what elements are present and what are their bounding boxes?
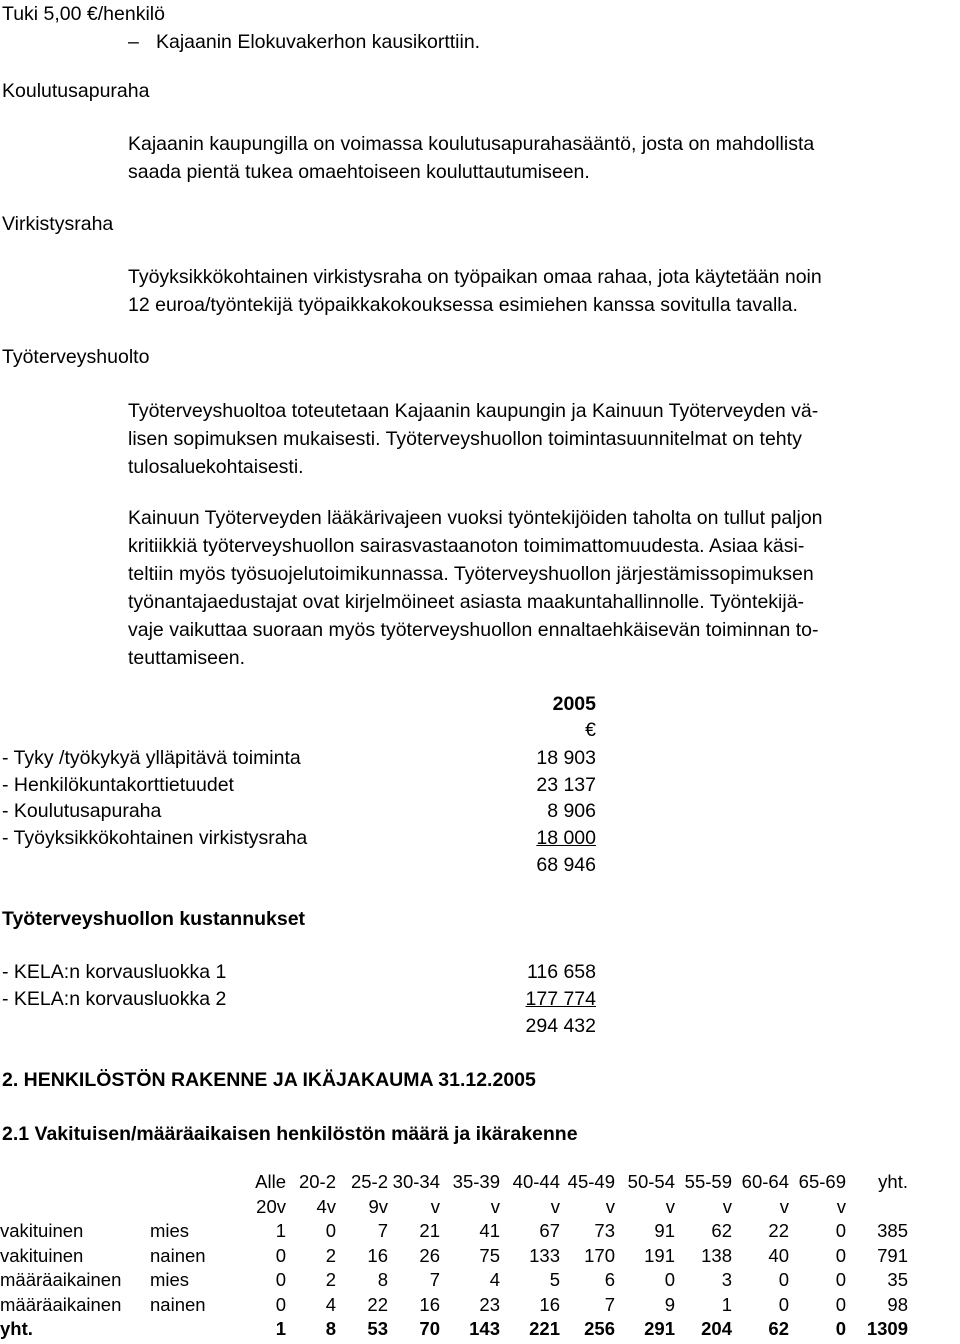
text-line: Työterveyshuoltoa toteutetaan Kajaanin kaupungin ja Kainuun Työterveyden vä- xyxy=(128,400,819,422)
table-cell: 2 xyxy=(325,1244,336,1266)
table-cell: 26 xyxy=(419,1244,440,1266)
table-cell: 1 xyxy=(721,1293,732,1315)
table-cell: 0 xyxy=(275,1293,286,1315)
table-row xyxy=(0,1268,908,1293)
table-cell: 62 xyxy=(711,1220,732,1242)
table-cell: 40 xyxy=(768,1244,789,1266)
total-cell: 53 xyxy=(367,1318,388,1340)
cost-item-value: 8 906 xyxy=(547,800,596,822)
health-costs-title: Työterveyshuollon kustannukset xyxy=(2,908,306,930)
table-cell: 0 xyxy=(835,1293,846,1315)
table-cell: 21 xyxy=(419,1220,440,1242)
table-cell: 22 xyxy=(367,1293,388,1315)
gender-cell: mies xyxy=(150,1220,190,1242)
column-header: 20-2 xyxy=(298,1171,336,1193)
column-header: 40-44 xyxy=(512,1171,560,1193)
table-row xyxy=(0,1219,908,1244)
column-header: v xyxy=(722,1195,732,1217)
table-cell: 191 xyxy=(644,1244,675,1266)
table-header-row xyxy=(0,1170,908,1195)
table-cell: 7 xyxy=(429,1269,440,1291)
table-cell: 16 xyxy=(419,1293,440,1315)
text-line: Työyksikkökohtainen virkistysraha on työpaikan omaa rahaa, jota käytetään noin xyxy=(128,266,822,288)
table-cell: 0 xyxy=(275,1269,286,1291)
section-label-tyoterveyshuolto: Työterveyshuolto xyxy=(2,346,150,368)
column-header: v xyxy=(605,1195,615,1217)
table-cell: 35 xyxy=(887,1269,908,1291)
table-cell: 6 xyxy=(604,1269,615,1291)
table-cell: 0 xyxy=(835,1269,846,1291)
total-cell: 1 xyxy=(275,1318,286,1340)
column-header: 20v xyxy=(256,1195,286,1217)
table-cell: 0 xyxy=(664,1269,675,1291)
total-cell: 62 xyxy=(768,1318,789,1340)
table-cell: 16 xyxy=(539,1293,560,1315)
costs-year: 2005 xyxy=(552,693,596,715)
cost-item-value: 23 137 xyxy=(536,774,596,796)
text-line: kritiikkiä työterveyshuollon sairasvastaanoton toimimattomuudesta. Asiaa käsi- xyxy=(128,535,805,557)
health-cost-label: - KELA:n korvausluokka 2 xyxy=(2,988,227,1010)
table-cell: 1 xyxy=(275,1220,286,1242)
employment-type-cell: määräaikainen xyxy=(0,1293,122,1315)
dash-bullet: – xyxy=(128,31,139,53)
costs-currency: € xyxy=(585,719,596,741)
column-header: 50-54 xyxy=(627,1171,675,1193)
table-cell: 0 xyxy=(275,1244,286,1266)
table-cell: 9 xyxy=(664,1293,675,1315)
table-cell: 133 xyxy=(529,1244,560,1266)
support-item-text: Kajaanin Elokuvakerhon kausikorttiin. xyxy=(156,31,481,53)
column-header: 35-39 xyxy=(452,1171,500,1193)
table-cell: 73 xyxy=(594,1220,615,1242)
table-cell: 2 xyxy=(325,1269,336,1291)
table-row xyxy=(0,1244,908,1269)
table-cell: 67 xyxy=(539,1220,560,1242)
table-cell: 22 xyxy=(768,1220,789,1242)
column-header: 45-49 xyxy=(567,1171,615,1193)
text-line: vaje vaikuttaa suoraan myös työterveyshuollon ennaltaehkäisevän toiminnan to- xyxy=(128,619,819,641)
column-header: 9v xyxy=(368,1195,388,1217)
text-line: Kainuun Työterveyden lääkärivajeen vuoksi työntekijöiden taholta on tullut paljon xyxy=(128,507,823,529)
column-header: 55-59 xyxy=(684,1171,732,1193)
column-header: v xyxy=(836,1195,846,1217)
virkistysraha-text xyxy=(128,263,950,319)
total-label: yht. xyxy=(0,1318,33,1340)
total-cell: 221 xyxy=(529,1318,560,1340)
text-line: 12 euroa/työntekijä työpaikkakokouksessa esimiehen kanssa sovitulla tavalla. xyxy=(128,294,798,316)
table-cell: 0 xyxy=(778,1293,789,1315)
cost-item-value: 18 903 xyxy=(536,747,596,769)
table-cell: 75 xyxy=(479,1244,500,1266)
section-label-koulutusapuraha: Koulutusapuraha xyxy=(2,80,150,102)
cost-item-label: - Koulutusapuraha xyxy=(2,800,162,822)
employment-type-cell: vakituinen xyxy=(0,1244,84,1266)
total-cell: 256 xyxy=(584,1318,615,1340)
table-cell: 3 xyxy=(721,1269,732,1291)
age-structure-table xyxy=(0,1170,908,1342)
gender-cell: mies xyxy=(150,1269,190,1291)
column-header: 30-34 xyxy=(392,1171,440,1193)
table-cell: 41 xyxy=(479,1220,500,1242)
table-cell: 7 xyxy=(604,1293,615,1315)
column-header: 60-64 xyxy=(741,1171,789,1193)
cost-item-label: - Tyky /työkykyä ylläpitävä toiminta xyxy=(2,747,301,769)
text-line: saada pientä tukea omaehtoiseen kouluttautumiseen. xyxy=(128,161,590,183)
cost-item-label: - Henkilökuntakorttietuudet xyxy=(2,774,234,796)
text-line: lisen sopimuksen mukaisesti. Työterveyshuollon toimintasuunnitelmat on tehty xyxy=(128,428,802,450)
column-header: 4v xyxy=(316,1195,336,1217)
table-row xyxy=(0,1293,908,1318)
text-line: teltiin myös työsuojelutoimikunnassa. Työterveyshuollon järjestämissopimuksen xyxy=(128,563,814,585)
table-cell: 791 xyxy=(877,1244,908,1266)
table-cell: 23 xyxy=(479,1293,500,1315)
column-header: 25-2 xyxy=(350,1171,388,1193)
table-cell: 8 xyxy=(377,1269,388,1291)
total-cell: 291 xyxy=(644,1318,675,1340)
employment-type-cell: määräaikainen xyxy=(0,1269,122,1291)
total-cell: 8 xyxy=(325,1318,336,1340)
cost-item-label: - Työyksikkökohtainen virkistysraha xyxy=(2,827,308,849)
column-header: yht. xyxy=(878,1171,908,1193)
table-cell: 7 xyxy=(377,1220,388,1242)
text-line: Kajaanin kaupungilla on voimassa koulutusapurahasääntö, josta on mahdollista xyxy=(128,133,815,155)
costs-total: 68 946 xyxy=(536,854,596,876)
column-header xyxy=(846,1195,908,1220)
total-cell: 143 xyxy=(469,1318,500,1340)
tyoterveyshuolto-paragraph-2 xyxy=(128,504,950,672)
total-cell: 1309 xyxy=(866,1318,908,1340)
tyoterveyshuolto-paragraph-1 xyxy=(128,397,950,481)
health-cost-value: 177 774 xyxy=(525,988,596,1010)
health-costs-total: 294 432 xyxy=(525,1015,596,1037)
table-cell: 16 xyxy=(367,1244,388,1266)
table-cell: 138 xyxy=(701,1244,732,1266)
column-header: v xyxy=(430,1195,440,1217)
table-cell: 170 xyxy=(584,1244,615,1266)
table-cell: 0 xyxy=(835,1244,846,1266)
table-cell: 91 xyxy=(654,1220,675,1242)
table-header-row xyxy=(0,1195,908,1220)
total-cell: 204 xyxy=(701,1318,732,1340)
gender-cell: nainen xyxy=(150,1293,206,1315)
table-cell: 98 xyxy=(887,1293,908,1315)
table-cell: 0 xyxy=(835,1220,846,1242)
support-item xyxy=(128,28,480,56)
table-total-row xyxy=(0,1317,908,1342)
section-label-virkistysraha: Virkistysraha xyxy=(2,213,114,235)
total-cell: 0 xyxy=(835,1318,846,1340)
column-header: Alle xyxy=(255,1171,286,1193)
chapter-subheading: 2.1 Vakituisen/määräaikaisen henkilöstön määrä ja ikärakenne xyxy=(2,1123,578,1145)
chapter-heading: 2. HENKILÖSTÖN RAKENNE JA IKÄJAKAUMA 31.12.2005 xyxy=(2,1069,536,1091)
table-cell: 5 xyxy=(549,1269,560,1291)
table-cell: 385 xyxy=(877,1220,908,1242)
column-header: 65-69 xyxy=(798,1171,846,1193)
column-header: v xyxy=(779,1195,789,1217)
gender-cell: nainen xyxy=(150,1244,206,1266)
koulutusapuraha-text xyxy=(128,130,950,186)
health-cost-value: 116 658 xyxy=(526,961,596,983)
support-amount: Tuki 5,00 €/henkilö xyxy=(2,3,165,25)
text-line: työnantajaedustajat ovat kirjelmöineet asiasta maakuntahallinnolle. Työntekijä- xyxy=(128,591,805,613)
total-cell: 70 xyxy=(419,1318,440,1340)
column-header: v xyxy=(490,1195,500,1217)
table-cell: 4 xyxy=(325,1293,336,1315)
table-cell: 4 xyxy=(489,1269,500,1291)
column-header: v xyxy=(550,1195,560,1217)
table-cell: 0 xyxy=(778,1269,789,1291)
table-cell: 0 xyxy=(325,1220,336,1242)
employment-type-cell: vakituinen xyxy=(0,1220,84,1242)
cost-item-value: 18 000 xyxy=(536,827,596,849)
text-line: tulosaluekohtaisesti. xyxy=(128,456,304,478)
health-cost-label: - KELA:n korvausluokka 1 xyxy=(2,961,227,983)
column-header: v xyxy=(665,1195,675,1217)
text-line: teuttamiseen. xyxy=(128,647,246,669)
